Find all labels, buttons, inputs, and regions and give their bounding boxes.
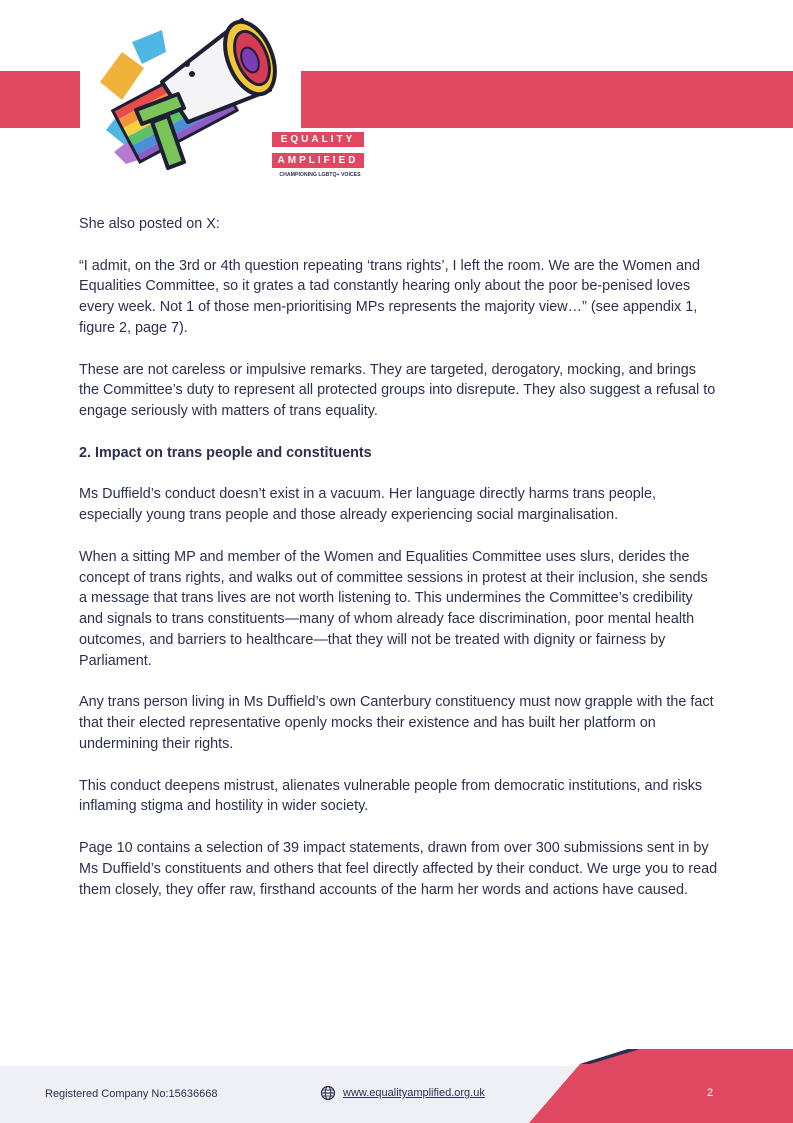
document-body <box>79 214 719 921</box>
paragraph: These are not careless or impulsive remarks. They are targeted, derogatory, mocking, and brings the Committee’s duty to represent all protected groups into disrepute. They also suggest a refusal to engage seriously with matters of trans equality. <box>79 361 716 420</box>
company-registration: Registered Company No:15636668 <box>45 1088 218 1100</box>
page-number: 2 <box>706 1087 714 1099</box>
logo-word-amplified: AMPLIFIED <box>272 153 364 168</box>
website-link[interactable]: www.equalityamplified.org.uk <box>343 1087 485 1099</box>
logo-tagline: CHAMPIONING LGBTQ+ VOICES <box>279 172 361 178</box>
quote-paragraph: “I admit, on the 3rd or 4th question repeating ‘trans rights’, I left the room. We are the Women and Equalities Committee, so it grates a tad constantly hearing only about the poor be-penised loves every week. Not 1 of those men-prioritising MPs represents the majority view…” (see appendix 1, figure 2, page 7). <box>79 257 700 336</box>
megaphone-icon <box>92 12 292 182</box>
paragraph: Page 10 contains a selection of 39 impact statements, drawn from over 300 submissions sent in by Ms Duffield’s constituents and others that feel directly affected by their conduct. We urge you to read them closely, they offer raw, firsthand accounts of the harm her words and actions have caused. <box>79 839 718 898</box>
paragraph: Any trans person living in Ms Duffield’s own Canterbury constituency must now grapple with the fact that their elected representative openly mocks their existence and has built her platform on undermining their rights. <box>79 694 714 752</box>
paragraph: When a sitting MP and member of the Women and Equalities Committee uses slurs, derides the concept of trans rights, and walks out of committee sessions in protest at their inclusion, she sends a message that trans lives are not worth listening to. This undermines the Committee’s credibility and signals to trans constituents—many of whom already face discrimination, poor mental health outcomes, and barriers to healthcare—that they will not be treated with dignity or fairness by Parliament. <box>79 548 708 669</box>
globe-icon <box>320 1085 336 1101</box>
footer-website <box>320 1085 485 1101</box>
section-heading: 2. Impact on trans people and constituents <box>79 444 372 461</box>
paragraph: This conduct deepens mistrust, alienates vulnerable people from democratic institutions, and risks inflaming stigma and hostility in wider society. <box>79 777 703 815</box>
equality-amplified-logo <box>92 12 361 182</box>
paragraph: She also posted on X: <box>79 216 220 232</box>
logo-word-equality: EQUALITY <box>272 132 364 147</box>
header-band-right <box>301 71 793 128</box>
paragraph: Ms Duffield’s conduct doesn’t exist in a vacuum. Her language directly harms trans people, especially young trans people and those already experiencing social marginalisation. <box>79 486 656 524</box>
header-band-left <box>0 71 80 128</box>
